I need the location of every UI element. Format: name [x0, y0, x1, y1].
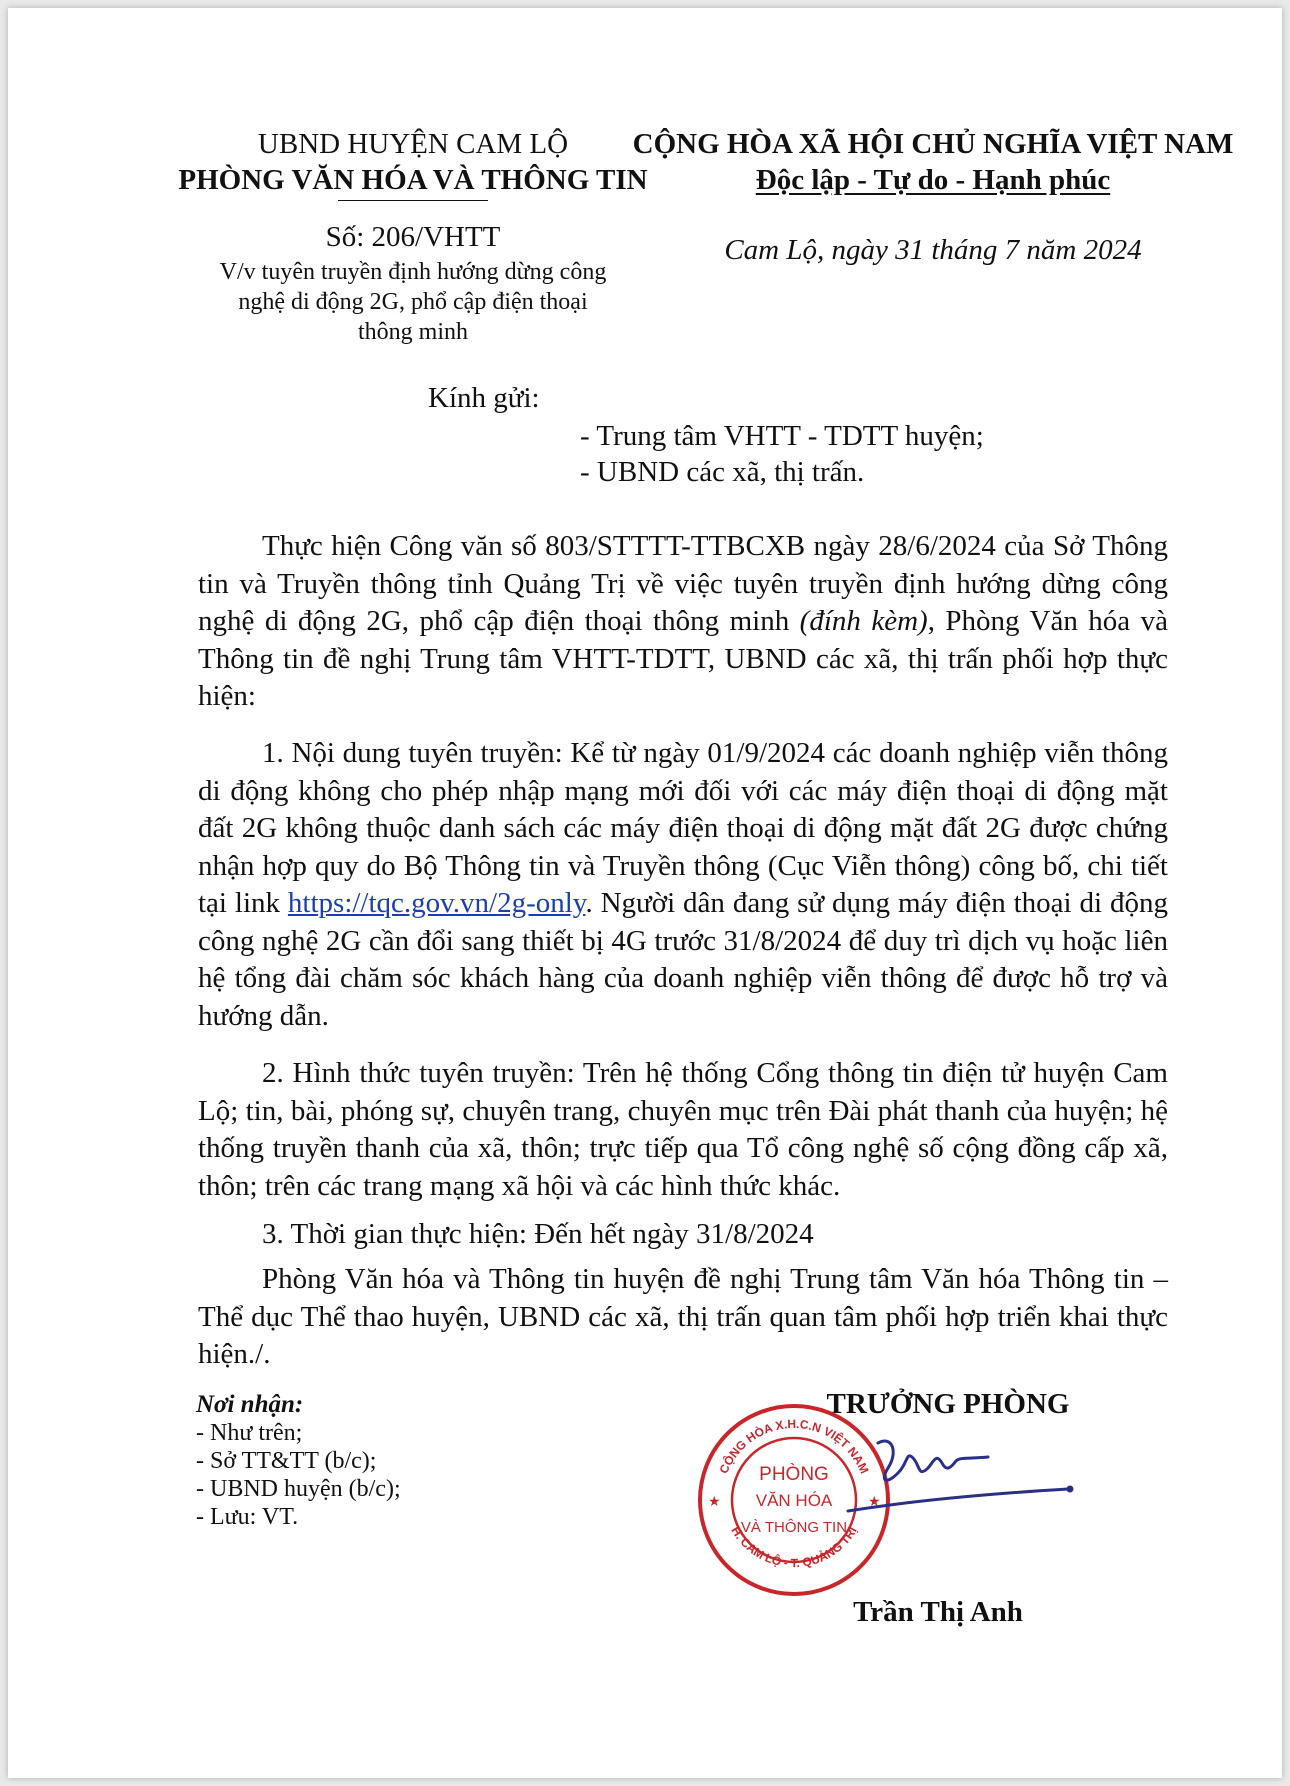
item-3-paragraph	[198, 1216, 1168, 1254]
svg-text:★: ★	[868, 1495, 881, 1510]
stamp-line-2: VĂN HÓA	[755, 1491, 833, 1510]
stamp-line-3: VÀ THÔNG TIN	[740, 1519, 848, 1536]
recipient-item: - Như trên;	[196, 1420, 303, 1446]
document-number: Số: 206/VHTT	[325, 221, 501, 253]
nation-block	[618, 126, 1248, 268]
intro-attachment-note: (đính kèm)	[799, 605, 928, 637]
document-page	[8, 8, 1282, 1778]
intro-text-end: , Phòng Văn hóa và Thông tin đề nghị Trung tâm VHTT-TDTT, UBND các xã, thị trấn phối hợp thực hiện:	[198, 605, 1168, 712]
subject-line-1: V/v tuyên truyền định hướng dừng công	[219, 259, 607, 285]
issuer-block	[148, 126, 678, 347]
issuer-underline	[338, 200, 488, 201]
item-1-text: 1. Nội dung tuyên truyền: Kể từ ngày 01/9/2024 các doanh nghiệp viễn thông di động không cho phép nhập mạng mới đối với các máy điện thoại di động mặt đất 2G không thuộc danh sách các máy điện thoại di động mặt đất 2G được chứng nhận hợp quy do Bộ Thông tin và Truyền thông (Cục Viễn thông) công bố, chi tiết tại link	[198, 737, 1168, 919]
closing-paragraph	[198, 1261, 1168, 1374]
addressee-item-1: - Trung tâm VHTT - TDTT huyện;	[580, 420, 984, 452]
intro-text: Thực hiện Công văn số 803/STTTT-TTBCXB ngày 28/6/2024 của Sở Thông tin và Truyền thông tỉnh Quảng Trị về việc tuyên truyền định hướng dừng công nghệ di động 2G, phổ cập điện thoại thông minh	[198, 530, 1168, 637]
stamp-ring-bottom: H. CAM LỘ - T. QUẢNG TRỊ	[728, 1524, 860, 1571]
intro-paragraph	[198, 528, 1168, 716]
recipients-label: Nơi nhận:	[196, 1391, 304, 1418]
addressee-item-2: - UBND các xã, thị trấn.	[580, 456, 865, 488]
tqc-link[interactable]: https://tqc.gov.vn/2g-only	[287, 887, 586, 919]
item-1-paragraph	[198, 735, 1168, 1035]
issuer-parent: UBND HUYỆN CAM LỘ	[257, 128, 569, 160]
recipient-item: - Sở TT&TT (b/c);	[196, 1448, 377, 1474]
item-1-text-end: . Người dân đang sử dụng máy điện thoại di động công nghệ 2G cần đổi sang thiết bị 4G trước 31/8/2024 để duy trì dịch vụ hoặc liên hệ tổng đài chăm sóc khách hàng của doanh nghiệp viễn thông để được hỗ trợ và hướng dẫn.	[198, 887, 1168, 1032]
stamp-ring-top: CỘNG HÒA X.H.C.N VIỆT NAM	[716, 1416, 872, 1476]
stamp-line-1: PHÒNG	[759, 1464, 829, 1485]
svg-text:★: ★	[708, 1495, 721, 1510]
item-2-text: 2. Hình thức tuyên truyền: Trên hệ thống Cổng thông tin điện tử huyện Cam Lộ; tin, bài, phóng sự, chuyên trang, chuyên mục trên Đài phát thanh của huyện; hệ thống truyền thanh của xã, thôn; trực tiếp qua Tổ công nghệ số cộng đồng cấp xã, thôn; trên các trang mạng xã hội và các hình thức khác.	[198, 1057, 1168, 1202]
handwritten-signature	[838, 1423, 1098, 1533]
recipients-block	[196, 1391, 401, 1531]
place-date: Cam Lộ, ngày 31 tháng 7 năm 2024	[724, 234, 1142, 266]
signer-name: Trần Thị Anh	[853, 1596, 1023, 1628]
recipient-item: - Lưu: VT.	[196, 1504, 299, 1530]
closing-text: Phòng Văn hóa và Thông tin huyện đề nghị Trung tâm Văn hóa Thông tin – Thể dục Thể thao huyện, UBND các xã, thị trấn quan tâm phối hợp triển khai thực hiện./.	[198, 1263, 1168, 1370]
item-3-text: 3. Thời gian thực hiện: Đến hết ngày 31/8/2024	[262, 1218, 814, 1250]
subject-line-3: thông minh	[357, 319, 468, 345]
addressee-label: Kính gửi:	[428, 382, 540, 414]
motto: Độc lập - Tự do - Hạnh phúc	[755, 164, 1111, 196]
item-2-paragraph	[198, 1055, 1168, 1205]
subject-line-2: nghệ di động 2G, phổ cập điện thoại	[238, 289, 588, 315]
signer-title: TRƯỞNG PHÒNG	[826, 1388, 1070, 1420]
issuer-name: PHÒNG VĂN HÓA VÀ THÔNG TIN	[178, 164, 648, 196]
recipient-item: - UBND huyện (b/c);	[196, 1476, 401, 1502]
nation-title: CỘNG HÒA XÃ HỘI CHỦ NGHĨA VIỆT NAM	[632, 128, 1234, 160]
